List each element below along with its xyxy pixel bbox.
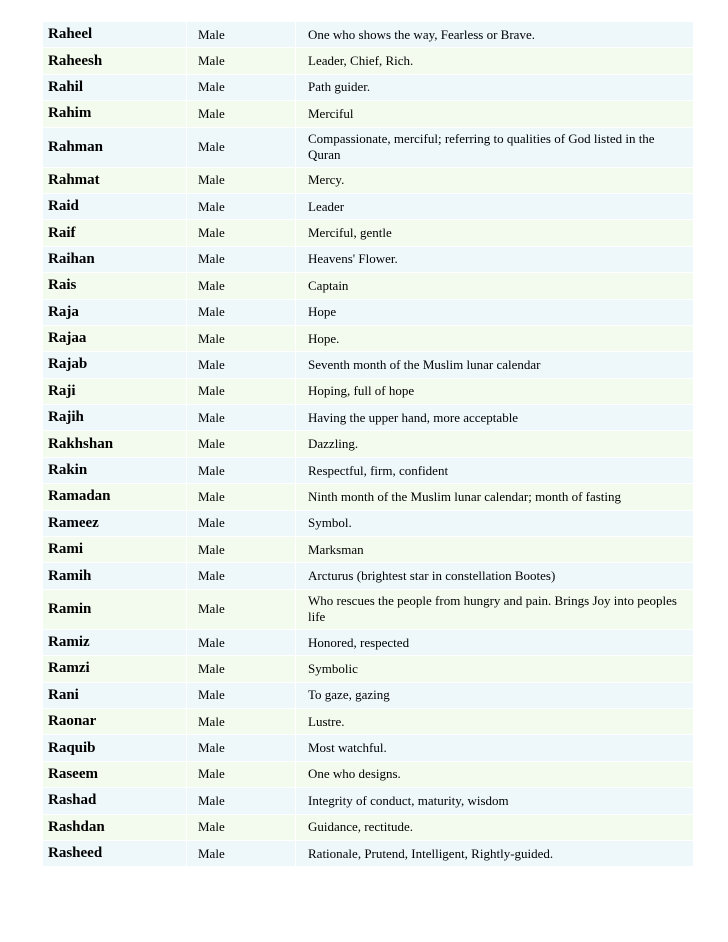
gender-cell: Male — [187, 246, 296, 272]
meaning-cell: Rationale, Prutend, Intelligent, Rightly-guided. — [296, 840, 694, 866]
meaning-cell: Dazzling. — [296, 431, 694, 457]
table-row — [43, 273, 694, 299]
meaning-cell: Honored, respected — [296, 629, 694, 655]
table-row — [43, 325, 694, 351]
meaning-cell: Integrity of conduct, maturity, wisdom — [296, 788, 694, 814]
table-row — [43, 537, 694, 563]
meaning-cell: Guidance, rectitude. — [296, 814, 694, 840]
gender-cell: Male — [187, 220, 296, 246]
name-cell: Raja — [43, 299, 187, 325]
name-cell: Rameez — [43, 510, 187, 536]
gender-cell: Male — [187, 484, 296, 510]
table-row — [43, 431, 694, 457]
name-cell: Rahim — [43, 101, 187, 127]
table-row — [43, 510, 694, 536]
name-cell: Rakhshan — [43, 431, 187, 457]
meaning-cell: Path guider. — [296, 74, 694, 100]
meaning-cell: Merciful, gentle — [296, 220, 694, 246]
table-row — [43, 378, 694, 404]
gender-cell: Male — [187, 840, 296, 866]
name-cell: Ramadan — [43, 484, 187, 510]
meaning-cell: Most watchful. — [296, 735, 694, 761]
gender-cell: Male — [187, 589, 296, 629]
gender-cell: Male — [187, 510, 296, 536]
meaning-cell: Marksman — [296, 537, 694, 563]
table-row — [43, 22, 694, 48]
meaning-cell: Seventh month of the Muslim lunar calendar — [296, 352, 694, 378]
meaning-cell: One who shows the way, Fearless or Brave. — [296, 22, 694, 48]
gender-cell: Male — [187, 735, 296, 761]
name-cell: Rakin — [43, 457, 187, 483]
gender-cell: Male — [187, 48, 296, 74]
gender-cell: Male — [187, 167, 296, 193]
name-cell: Raji — [43, 378, 187, 404]
meaning-cell: Captain — [296, 273, 694, 299]
name-cell: Raquib — [43, 735, 187, 761]
name-cell: Raheesh — [43, 48, 187, 74]
gender-cell: Male — [187, 325, 296, 351]
gender-cell: Male — [187, 74, 296, 100]
name-cell: Ramih — [43, 563, 187, 589]
meaning-cell: Compassionate, merciful; referring to qualities of God listed in the Quran — [296, 127, 694, 167]
name-cell: Ramzi — [43, 656, 187, 682]
gender-cell: Male — [187, 101, 296, 127]
name-cell: Raseem — [43, 761, 187, 787]
table-row — [43, 74, 694, 100]
gender-cell: Male — [187, 761, 296, 787]
gender-cell: Male — [187, 656, 296, 682]
table-row — [43, 299, 694, 325]
table-row — [43, 761, 694, 787]
table-row — [43, 563, 694, 589]
table-row — [43, 656, 694, 682]
name-cell: Raonar — [43, 708, 187, 734]
gender-cell: Male — [187, 405, 296, 431]
name-cell: Rajaa — [43, 325, 187, 351]
gender-cell: Male — [187, 629, 296, 655]
gender-cell: Male — [187, 127, 296, 167]
table-row — [43, 629, 694, 655]
name-cell: Rasheed — [43, 840, 187, 866]
gender-cell: Male — [187, 431, 296, 457]
gender-cell: Male — [187, 22, 296, 48]
name-cell: Ramiz — [43, 629, 187, 655]
name-cell: Rashdan — [43, 814, 187, 840]
meaning-cell: Hope — [296, 299, 694, 325]
table-row — [43, 405, 694, 431]
table-row — [43, 246, 694, 272]
table-row — [43, 457, 694, 483]
meaning-cell: Symbol. — [296, 510, 694, 536]
table-row — [43, 682, 694, 708]
name-cell: Raif — [43, 220, 187, 246]
name-cell: Rami — [43, 537, 187, 563]
meaning-cell: Respectful, firm, confident — [296, 457, 694, 483]
meaning-cell: Hope. — [296, 325, 694, 351]
name-cell: Rais — [43, 273, 187, 299]
meaning-cell: Having the upper hand, more acceptable — [296, 405, 694, 431]
name-cell: Raid — [43, 193, 187, 219]
name-cell: Rahil — [43, 74, 187, 100]
table-row — [43, 735, 694, 761]
gender-cell: Male — [187, 193, 296, 219]
meaning-cell: To gaze, gazing — [296, 682, 694, 708]
name-cell: Rahmat — [43, 167, 187, 193]
gender-cell: Male — [187, 457, 296, 483]
gender-cell: Male — [187, 708, 296, 734]
meaning-cell: Who rescues the people from hungry and pain. Brings Joy into peoples life — [296, 589, 694, 629]
meaning-cell: Arcturus (brightest star in constellation Bootes) — [296, 563, 694, 589]
meaning-cell: One who designs. — [296, 761, 694, 787]
meaning-cell: Leader — [296, 193, 694, 219]
gender-cell: Male — [187, 299, 296, 325]
name-cell: Rani — [43, 682, 187, 708]
name-cell: Ramin — [43, 589, 187, 629]
table-row — [43, 193, 694, 219]
table-row — [43, 484, 694, 510]
gender-cell: Male — [187, 352, 296, 378]
table-row — [43, 48, 694, 74]
table-row — [43, 589, 694, 629]
name-cell: Rashad — [43, 788, 187, 814]
table-row — [43, 708, 694, 734]
table-row — [43, 814, 694, 840]
name-cell: Raheel — [43, 22, 187, 48]
table-row — [43, 352, 694, 378]
table-row — [43, 840, 694, 866]
name-cell: Raihan — [43, 246, 187, 272]
meaning-cell: Heavens' Flower. — [296, 246, 694, 272]
table-row — [43, 127, 694, 167]
meaning-cell: Leader, Chief, Rich. — [296, 48, 694, 74]
table-row — [43, 220, 694, 246]
gender-cell: Male — [187, 378, 296, 404]
name-cell: Rajab — [43, 352, 187, 378]
names-table-body — [43, 22, 694, 867]
meaning-cell: Lustre. — [296, 708, 694, 734]
names-table — [42, 21, 694, 867]
gender-cell: Male — [187, 682, 296, 708]
meaning-cell: Merciful — [296, 101, 694, 127]
meaning-cell: Mercy. — [296, 167, 694, 193]
gender-cell: Male — [187, 273, 296, 299]
gender-cell: Male — [187, 537, 296, 563]
name-cell: Rajih — [43, 405, 187, 431]
table-row — [43, 788, 694, 814]
table-row — [43, 167, 694, 193]
gender-cell: Male — [187, 788, 296, 814]
gender-cell: Male — [187, 814, 296, 840]
meaning-cell: Ninth month of the Muslim lunar calendar; month of fasting — [296, 484, 694, 510]
gender-cell: Male — [187, 563, 296, 589]
name-cell: Rahman — [43, 127, 187, 167]
meaning-cell: Symbolic — [296, 656, 694, 682]
meaning-cell: Hoping, full of hope — [296, 378, 694, 404]
table-row — [43, 101, 694, 127]
